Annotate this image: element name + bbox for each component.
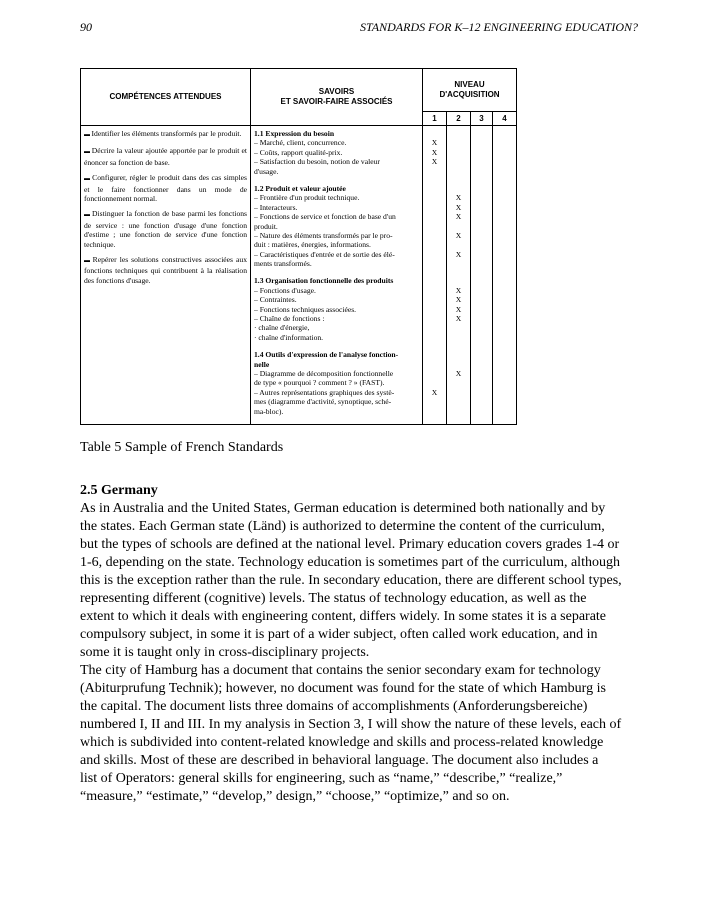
level-gap (423, 416, 446, 424)
level-empty (423, 286, 446, 295)
paragraph-line: which is subdivided into content-related knowledge and skills and process-related knowledge (80, 735, 604, 750)
level-empty (471, 295, 492, 304)
savoirs-line: – Coûts, rapport qualité-prix. (254, 147, 343, 157)
level-gap (493, 416, 516, 424)
paragraph-1 (80, 500, 640, 662)
level-gap (447, 342, 470, 350)
level-column-4 (493, 126, 517, 425)
section-title: 1.1 Expression du besoin (254, 129, 335, 138)
level-empty (471, 222, 492, 231)
level-empty (471, 314, 492, 323)
level-empty (493, 167, 516, 176)
savoirs-line: – Frontière d'un produit technique. (254, 193, 360, 203)
level-empty (493, 295, 516, 304)
level-empty (493, 314, 516, 323)
level-empty (493, 184, 516, 193)
level-empty (423, 259, 446, 268)
level-empty (471, 157, 492, 166)
paragraph-line: “measure,” “estimate,” “develop,” design,” “choose,” “optimize,” and so on. (80, 789, 510, 804)
level-empty (471, 388, 492, 397)
savoirs-line: – Chaîne de fonctions : (254, 314, 325, 324)
col-header-savoirs-line1: SAVOIRS (318, 87, 355, 96)
level-empty (423, 231, 446, 240)
level-empty (471, 378, 492, 387)
level-empty (493, 193, 516, 202)
level-mark: X (431, 138, 438, 148)
paragraph-line: and skills. Most of these are described in behavioral language. The document also includes a (80, 753, 599, 768)
section-title-cont: nelle (254, 359, 270, 369)
col-header-savoirs (251, 69, 423, 126)
paragraph-line: but the types of schools are defined at the national level. Primary education covers grades 1-4 or (80, 537, 620, 552)
competence-item (84, 129, 247, 140)
level-empty (423, 250, 446, 259)
section-heading: 2.5 Germany (80, 483, 158, 498)
level-empty (471, 360, 492, 369)
savoirs-section (254, 276, 419, 342)
savoirs-section (254, 129, 419, 176)
level-empty (471, 184, 492, 193)
savoirs-line: – Caractéristiques d'entrée et de sortie des élé- (254, 249, 395, 259)
level-empty (471, 323, 492, 332)
level-empty (471, 203, 492, 212)
level-empty (471, 212, 492, 221)
level-empty (471, 350, 492, 359)
level-gap (493, 176, 516, 184)
level-mark: X (431, 147, 438, 157)
level-empty (493, 240, 516, 249)
paragraph-line: extent to which it deals with engineering content, differs widely. In some states it is a separate (80, 609, 607, 624)
level-empty (493, 203, 516, 212)
col-header-competences: COMPÉTENCES ATTENDUES (81, 69, 251, 126)
level-empty (447, 184, 470, 193)
level-gap (423, 176, 446, 184)
level-empty (423, 193, 446, 202)
competence-item (84, 255, 247, 285)
running-head (80, 20, 638, 36)
level-empty (423, 276, 446, 285)
level-empty (447, 407, 470, 416)
savoirs-line: de type « pourquoi ? comment ? » (FAST). (254, 378, 385, 388)
col-header-niveau-line1: NIVEAU (454, 80, 485, 89)
table-caption: Table 5 Sample of French Standards (80, 440, 284, 455)
level-empty (447, 259, 470, 268)
level-empty (471, 167, 492, 176)
savoirs-line: d'usage. (254, 166, 279, 176)
competence-item (84, 209, 247, 249)
competence-item (84, 173, 247, 203)
level-empty (493, 407, 516, 416)
level-empty (423, 167, 446, 176)
level-empty (423, 203, 446, 212)
savoirs-line: duit : matières, énergies, informations. (254, 240, 371, 250)
level-gap (447, 416, 470, 424)
savoirs-line: – Nature des éléments transformés par le pro- (254, 230, 393, 240)
level-empty (423, 323, 446, 332)
paragraph-line: the states. Each German state (Länd) is authorized to determine the content of the curriculum, (80, 519, 605, 534)
level-empty (493, 259, 516, 268)
level-empty (493, 369, 516, 378)
level-empty (423, 314, 446, 323)
level-empty (423, 305, 446, 314)
level-gap (471, 342, 492, 350)
paragraph-line: some it is taught only in cross-disciplinary projects. (80, 645, 370, 660)
level-empty (423, 378, 446, 387)
paragraph-line: As in Australia and the United States, German education is determined both nationally and by (80, 501, 606, 516)
level-empty (447, 388, 470, 397)
savoirs-line: – Fonctions techniques associées. (254, 304, 357, 314)
paragraph-line: (Abiturprufung Technik); however, no document was found for the state of which Hamburg is (80, 681, 606, 696)
level-gap (471, 416, 492, 424)
level-empty (447, 378, 470, 387)
level-empty (423, 369, 446, 378)
level-gap (447, 176, 470, 184)
level-mark: X (455, 304, 462, 314)
level-mark: X (455, 295, 462, 305)
level-empty (471, 276, 492, 285)
french-standards-table (80, 68, 517, 425)
bullet-dash-icon: ▬ (84, 176, 93, 183)
level-column-1 (423, 126, 447, 425)
level-empty (447, 157, 470, 166)
level-empty (493, 305, 516, 314)
level-empty (447, 129, 470, 138)
level-number: 1 (423, 112, 447, 126)
level-empty (493, 388, 516, 397)
level-empty (471, 129, 492, 138)
level-number: 2 (447, 112, 471, 126)
level-number: 4 (493, 112, 517, 126)
competences-cell (81, 126, 251, 425)
level-empty (471, 148, 492, 157)
competence-text: Identifier les éléments transformés par le produit. (91, 129, 242, 138)
level-empty (447, 276, 470, 285)
savoirs-line: – Fonctions de service et fonction de base d'un (254, 212, 396, 222)
level-empty (471, 138, 492, 147)
level-empty (493, 222, 516, 231)
level-empty (447, 323, 470, 332)
level-empty (423, 295, 446, 304)
bullet-dash-icon: ▬ (84, 132, 92, 138)
level-gap (493, 342, 516, 350)
level-empty (471, 250, 492, 259)
level-empty (447, 397, 470, 406)
level-empty (471, 286, 492, 295)
bullet-dash-icon: ▬ (84, 149, 92, 156)
level-empty (423, 240, 446, 249)
savoirs-line: – Contraintes. (254, 295, 297, 305)
col-header-niveau (423, 69, 517, 112)
level-mark: X (455, 212, 462, 222)
paragraph-line: the capital. The document lists three domains of accomplishments (Anforderungsbereiche) (80, 699, 588, 714)
savoirs-section (254, 350, 419, 416)
savoirs-line: ments transformés. (254, 259, 312, 269)
level-empty (423, 360, 446, 369)
level-empty (493, 323, 516, 332)
section-title: 1.2 Produit et valeur ajoutée (254, 183, 346, 193)
level-empty (447, 222, 470, 231)
level-empty (471, 231, 492, 240)
page-number: 90 (80, 20, 92, 34)
competence-text: Repérer les solutions constructives associées aux fonctions techniques qui contribuent à la réalisation des fonctions d'usage. (84, 255, 248, 285)
level-column-2 (447, 126, 471, 425)
savoirs-line: mes (diagramme d'activité, synoptique, sché- (254, 397, 392, 407)
paragraph-line: 1-6, depending on the state. Technology education is sometimes part of the curriculum, although (80, 555, 620, 570)
level-empty (447, 333, 470, 342)
col-header-savoirs-line2: ET SAVOIR-FAIRE ASSOCIÉS (280, 97, 393, 106)
level-empty (447, 167, 470, 176)
paragraph-line: numbered I, II and III. In my analysis in Section 3, I will show the nature of these levels, each of (80, 717, 622, 732)
paragraph-line: compulsory subject, in some it is part of a wider subject, often called work education, and in (80, 627, 598, 642)
level-empty (493, 333, 516, 342)
level-empty (423, 212, 446, 221)
level-empty (471, 407, 492, 416)
level-empty (493, 138, 516, 147)
level-empty (493, 231, 516, 240)
level-mark: X (455, 368, 462, 378)
level-empty (423, 407, 446, 416)
level-empty (471, 193, 492, 202)
level-empty (423, 397, 446, 406)
savoirs-line: – Marché, client, concurrence. (254, 138, 347, 148)
section-title: 1.4 Outils d'expression de l'analyse fonction- (254, 350, 399, 360)
level-gap (471, 176, 492, 184)
level-empty (471, 397, 492, 406)
competence-text: Décrire la valeur ajoutée apportée par le produit et énoncer sa fonction de base. (84, 146, 248, 167)
running-title: STANDARDS FOR K–12 ENGINEERING EDUCATION? (360, 20, 638, 34)
competence-text: Configurer, régler le produit dans des cas simples et le faire fonctionner dans un mode de fonctionnement normal. (84, 173, 248, 204)
level-empty (447, 350, 470, 359)
level-empty (471, 240, 492, 249)
level-empty (447, 148, 470, 157)
level-column-3 (471, 126, 493, 425)
level-empty (471, 333, 492, 342)
savoirs-line: – Fonctions d'usage. (254, 285, 316, 295)
level-empty (423, 222, 446, 231)
level-gap (423, 268, 446, 276)
level-empty (423, 333, 446, 342)
level-empty (493, 378, 516, 387)
level-gap (447, 268, 470, 276)
savoirs-line: · chaîne d'information. (254, 332, 324, 342)
savoirs-line: produit. (254, 221, 278, 231)
paragraph-2 (80, 662, 640, 806)
level-empty (447, 360, 470, 369)
col-header-niveau-line2: D'ACQUISITION (439, 90, 500, 99)
paragraph-line: list of Operators: general skills for engineering, such as “name,” “describe,” “realize,” (80, 771, 563, 786)
savoirs-line: – Autres représentations graphiques des systè- (254, 387, 395, 397)
level-empty (493, 250, 516, 259)
level-gap (471, 268, 492, 276)
level-empty (493, 148, 516, 157)
level-mark: X (455, 249, 462, 259)
level-empty (493, 286, 516, 295)
level-empty (423, 350, 446, 359)
savoirs-line: · chaîne d'énergie, (254, 323, 310, 333)
level-empty (447, 240, 470, 249)
level-mark: X (455, 285, 462, 295)
level-number: 3 (471, 112, 493, 126)
paragraph-line: this is the exception rather than the rule. In secondary education, there are different school types, (80, 573, 622, 588)
level-empty (493, 129, 516, 138)
level-empty (493, 360, 516, 369)
paragraph-line: The city of Hamburg has a document that contains the senior secondary exam for technology (80, 663, 601, 678)
level-mark: X (431, 157, 438, 167)
savoirs-line: – Diagramme de décomposition fonctionnelle (254, 368, 394, 378)
level-gap (493, 268, 516, 276)
level-empty (423, 184, 446, 193)
competence-text: Distinguer la fonction de base parmi les fonctions de service : une fonction d'usage d'une fonction d'estime ; une fonction de service d'une fonction technique. (84, 209, 247, 249)
level-empty (423, 129, 446, 138)
level-empty (493, 350, 516, 359)
savoirs-line: – Interacteurs. (254, 202, 298, 212)
level-mark: X (455, 202, 462, 212)
level-empty (493, 397, 516, 406)
savoirs-section (254, 184, 419, 269)
level-mark: X (455, 193, 462, 203)
savoirs-line: – Satisfaction du besoin, notion de valeur (254, 157, 380, 167)
level-empty (493, 157, 516, 166)
bullet-dash-icon: ▬ (84, 212, 93, 219)
level-mark: X (455, 230, 462, 240)
level-empty (471, 259, 492, 268)
paragraph-line: representing different (cognitive) levels. The status of technology education, as well as the (80, 591, 587, 606)
bullet-dash-icon: ▬ (84, 258, 93, 265)
level-mark: X (455, 314, 462, 324)
level-gap (423, 342, 446, 350)
savoirs-line: ma-bloc). (254, 406, 284, 416)
level-mark: X (431, 387, 438, 397)
level-empty (493, 276, 516, 285)
level-empty (447, 138, 470, 147)
competence-item (84, 146, 247, 167)
section-title: 1.3 Organisation fonctionnelle des produits (254, 276, 394, 286)
level-empty (471, 369, 492, 378)
level-empty (471, 305, 492, 314)
level-empty (493, 212, 516, 221)
savoirs-cell (251, 126, 423, 425)
